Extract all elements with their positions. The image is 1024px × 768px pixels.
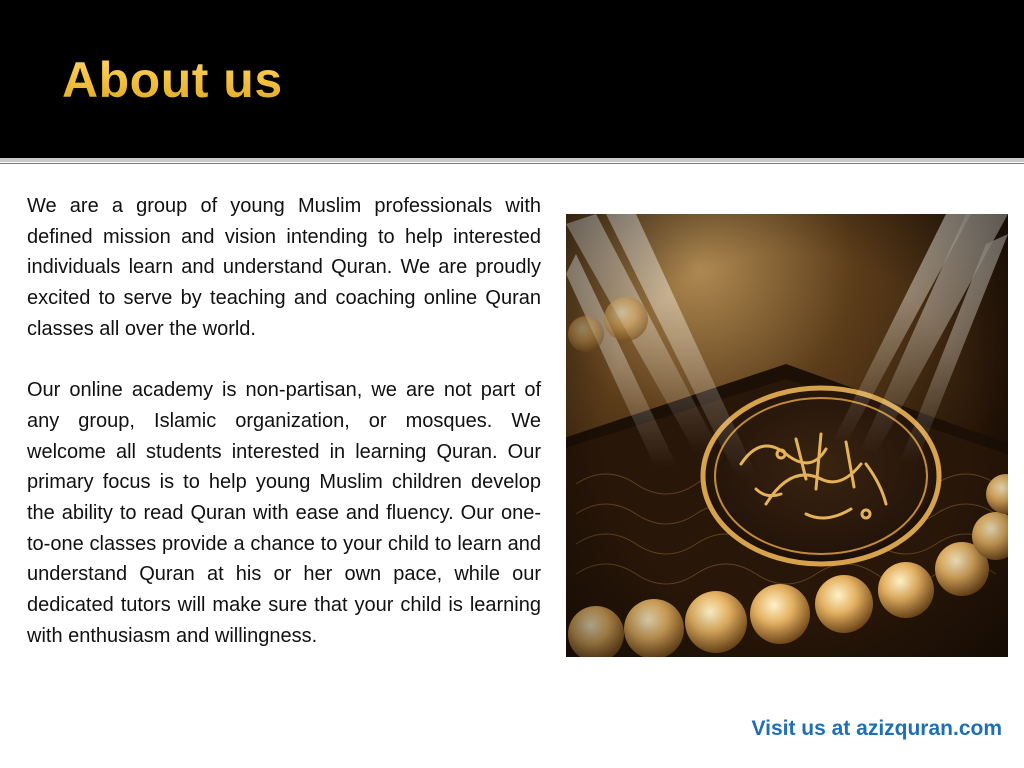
quran-photo xyxy=(566,214,1008,657)
divider-rule xyxy=(0,158,1024,162)
about-text-block xyxy=(27,191,541,682)
title-bar xyxy=(0,0,1024,158)
page-title: About us xyxy=(62,40,283,120)
paragraph-mission: We are a group of young Muslim professionals with defined mission and vision intending to help interested individuals learn and understand Quran. We are proudly excited to serve by teaching and coaching online Quran classes all over the world. xyxy=(27,195,541,340)
website-link[interactable]: Visit us at azizquran.com xyxy=(751,717,1002,740)
divider-rule-shadow xyxy=(0,163,1024,164)
paragraph-academy: Our online academy is non-partisan, we are not part of any group, Islamic organization, or mosques. We welcome all students interested in learning Quran. Our primary focus is to help young Muslim children develop the ability to read Quran with ease and fluency. Our one-to-one classes provide a chance to your child to learn and understand Quran at his or her own pace, while our dedicated tutors will make sure that your child is learning with enthusiasm and willingness. xyxy=(27,379,541,647)
